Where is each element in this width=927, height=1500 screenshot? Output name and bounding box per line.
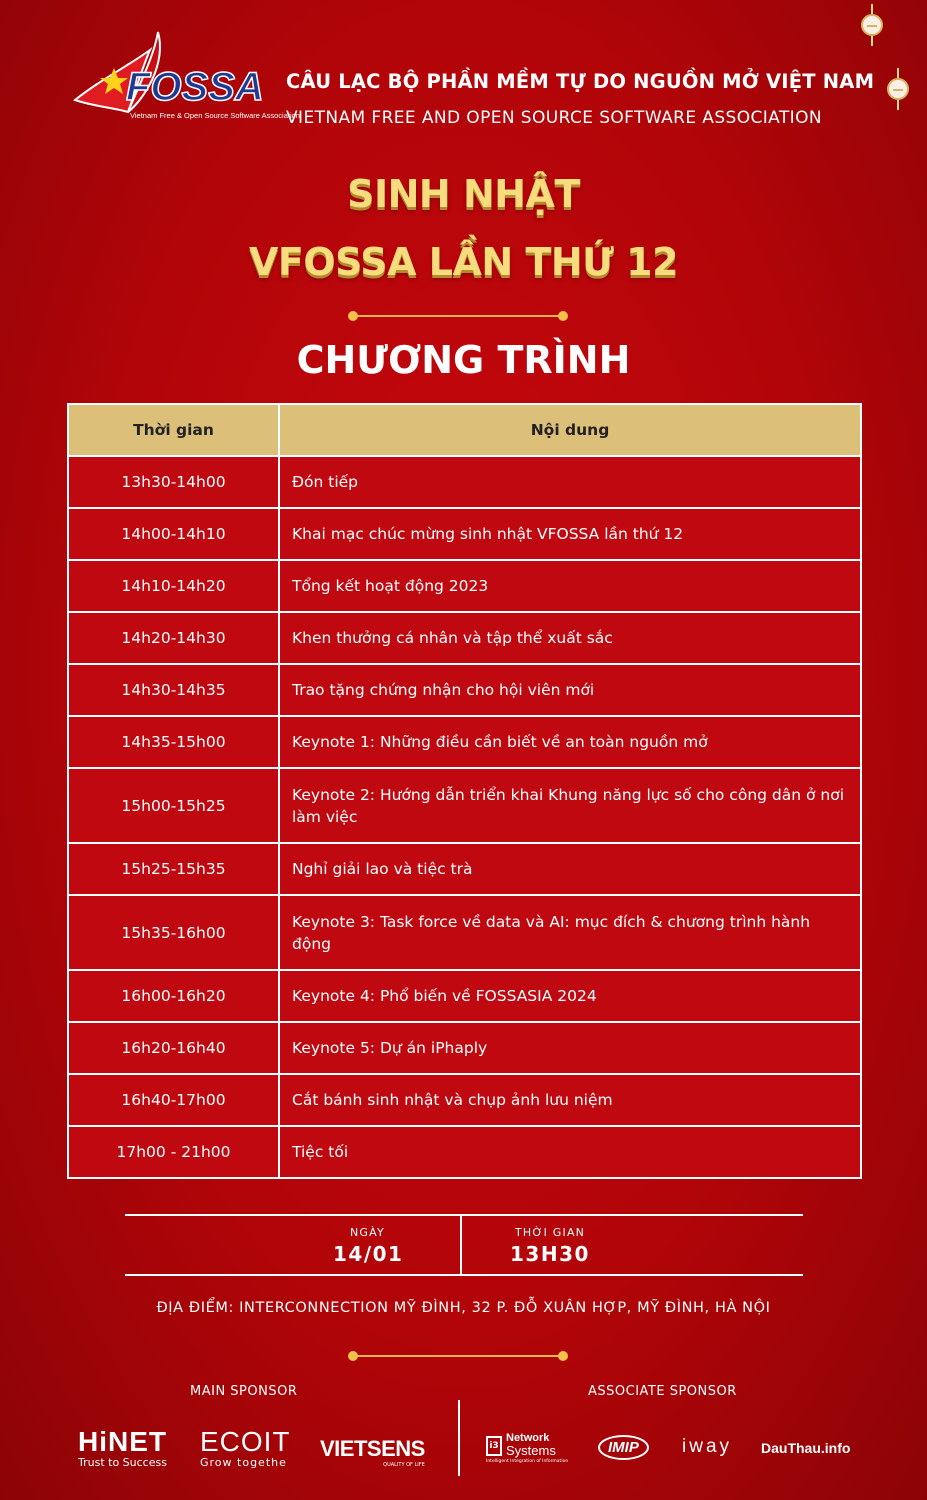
- row-content: Tổng kết hoạt động 2023: [279, 560, 861, 612]
- row-time: 14h20-14h30: [68, 612, 279, 664]
- row-content: Nghỉ giải lao và tiệc trà: [279, 843, 861, 895]
- event-title-line1: SINH NHẬT: [347, 172, 580, 216]
- row-content: Keynote 1: Những điều cần biết về an toàn nguồn mở: [279, 716, 861, 768]
- row-time: 13h30-14h00: [68, 456, 279, 508]
- iway-logo: iway: [682, 1436, 733, 1457]
- table-row: [68, 1126, 861, 1178]
- table-row: [68, 843, 861, 895]
- table-row: [68, 508, 861, 560]
- row-content: Keynote 3: Task force về data và AI: mục đích & chương trình hành động: [279, 895, 861, 970]
- lantern-icon: [887, 68, 909, 110]
- hinet-logo: [78, 1428, 167, 1469]
- svg-text:FOSSA: FOSSA: [126, 65, 264, 109]
- ecoit-logo: [200, 1428, 291, 1469]
- sponsor-divider: [458, 1400, 460, 1476]
- org-name-vietnamese: CÂU LẠC BỘ PHẦN MỀM TỰ DO NGUỒN MỞ VIỆT NAM: [286, 70, 875, 93]
- schedule-table: [67, 403, 862, 1179]
- fossa-logo: [70, 28, 300, 128]
- event-title-line2: VFOSSA LẦN THỨ 12: [248, 240, 679, 284]
- table-row: [68, 612, 861, 664]
- imip-logo: IMIP: [598, 1435, 649, 1460]
- table-row: [68, 664, 861, 716]
- row-content: Keynote 5: Dự án iPhaply: [279, 1022, 861, 1074]
- row-content: Khen thưởng cá nhân và tập thể xuất sắc: [279, 612, 861, 664]
- row-time: 15h25-15h35: [68, 843, 279, 895]
- row-content: Trao tặng chứng nhận cho hội viên mới: [279, 664, 861, 716]
- date-time-bar: [125, 1214, 803, 1276]
- row-time: 14h00-14h10: [68, 508, 279, 560]
- table-row: [68, 970, 861, 1022]
- program-heading: CHƯƠNG TRÌNH: [296, 338, 631, 382]
- row-time: 14h30-14h35: [68, 664, 279, 716]
- table-row: [68, 560, 861, 612]
- associate-sponsor-label: ASSOCIATE SPONSOR: [588, 1384, 737, 1399]
- table-row: [68, 716, 861, 768]
- i3-network-systems-logo: [486, 1432, 576, 1468]
- row-content: Keynote 4: Phổ biến về FOSSASIA 2024: [279, 970, 861, 1022]
- date-time-separator: [460, 1216, 462, 1274]
- date-label: NGÀY: [350, 1226, 385, 1239]
- row-time: 16h00-16h20: [68, 970, 279, 1022]
- org-name-english: VIETNAM FREE AND OPEN SOURCE SOFTWARE ASSOCIATION: [286, 108, 822, 128]
- table-row: [68, 1074, 861, 1126]
- svg-text:Vietnam Free & Open Source Sof: Vietnam Free & Open Source Software Association: [130, 111, 300, 120]
- table-row: [68, 768, 861, 843]
- venue-text: ĐỊA ĐIỂM: INTERCONNECTION MỸ ĐÌNH, 32 P. ĐỖ XUÂN HỢP, MỸ ĐÌNH, HÀ NỘI: [156, 1300, 771, 1316]
- i3-name-line1: Network: [506, 1432, 550, 1444]
- row-time: 16h20-16h40: [68, 1022, 279, 1074]
- table-row: [68, 456, 861, 508]
- row-content: Keynote 2: Hướng dẫn triển khai Khung năng lực số cho công dân ở nơi làm việc: [279, 768, 861, 843]
- row-content: Cắt bánh sinh nhật và chụp ảnh lưu niệm: [279, 1074, 861, 1126]
- row-time: 15h00-15h25: [68, 768, 279, 843]
- table-row: [68, 895, 861, 970]
- gold-divider: [348, 1351, 568, 1361]
- row-content: Đón tiếp: [279, 456, 861, 508]
- main-sponsor-label: MAIN SPONSOR: [190, 1384, 298, 1399]
- vietsens-tagline: QUALITY OF LIFE: [383, 1462, 425, 1468]
- column-header-content: Nội dung: [279, 404, 861, 456]
- header: [70, 28, 875, 138]
- vietsens-logo: [320, 1436, 425, 1468]
- row-content: Khai mạc chúc mừng sinh nhật VFOSSA lần thứ 12: [279, 508, 861, 560]
- vietsens-name: VIETSENS: [320, 1436, 425, 1461]
- hinet-name: HiNET: [78, 1426, 167, 1457]
- ecoit-tagline: Grow togethe: [200, 1456, 287, 1469]
- table-header-row: [68, 404, 861, 456]
- i3-mark: i3: [486, 1436, 502, 1456]
- i3-tagline: Intelligent Integration of Information: [486, 1459, 569, 1464]
- row-time: 14h10-14h20: [68, 560, 279, 612]
- row-time: 16h40-17h00: [68, 1074, 279, 1126]
- time-value: 13H30: [510, 1242, 590, 1266]
- dauthau-logo: DauThau.info: [761, 1440, 851, 1456]
- i3-name-line2: Systems: [506, 1443, 556, 1458]
- gold-divider: [348, 311, 568, 321]
- row-time: 15h35-16h00: [68, 895, 279, 970]
- date-value: 14/01: [333, 1242, 404, 1266]
- time-label: THỜI GIAN: [515, 1226, 586, 1239]
- row-time: 17h00 - 21h00: [68, 1126, 279, 1178]
- ecoit-name: ECOIT: [200, 1426, 291, 1457]
- table-row: [68, 1022, 861, 1074]
- hinet-tagline: Trust to Success: [78, 1456, 167, 1469]
- row-content: Tiệc tối: [279, 1126, 861, 1178]
- row-time: 14h35-15h00: [68, 716, 279, 768]
- column-header-time: Thời gian: [68, 404, 279, 456]
